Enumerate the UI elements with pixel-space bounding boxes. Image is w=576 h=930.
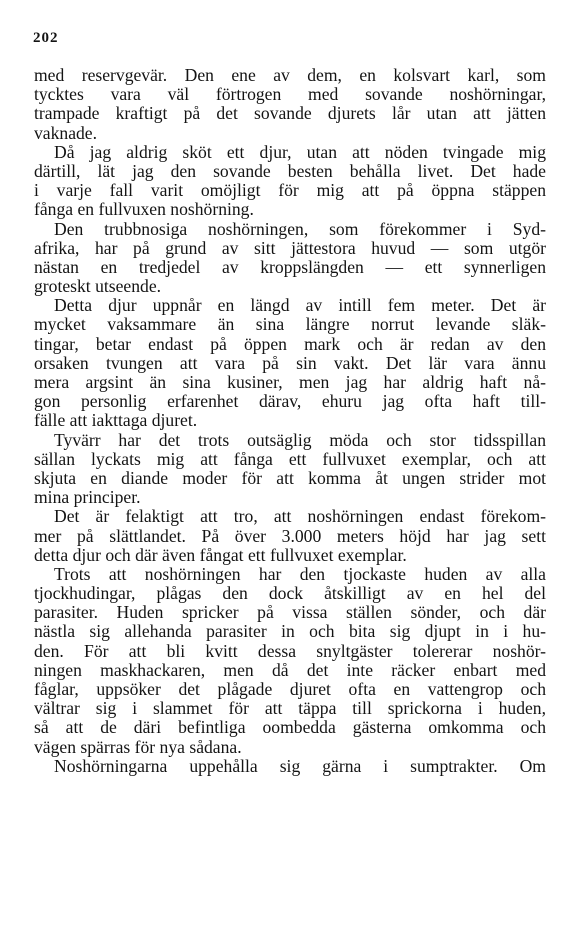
text-line: den. För att bli kvitt dessa snyltgäster tolererar noshör- (34, 641, 546, 661)
text-line: groteskt utseende. (34, 277, 162, 297)
page-number: 202 (33, 30, 59, 46)
text-line: detta djur och där även fångat ett fullvuxet exemplar. (34, 545, 407, 565)
text-line: mina principer. (34, 488, 141, 508)
text-line: mera argsint än sina kusiner, men jag har aldrig haft nå- (34, 373, 546, 392)
text-line: vaknade. (34, 123, 98, 143)
text-line: tingar, betar endast på öppen mark och är redan av den (34, 334, 546, 354)
text-line: parasiter. Huden spricker på vissa ställen sönder, och där (34, 603, 546, 623)
text-line: fälle att iakttaga djuret. (34, 411, 198, 431)
text-line: fåglar, uppsöker det plågade djuret ofta en vattengrop och (34, 680, 546, 699)
text-line: afrika, har på grund av sitt jättestora huvud — som utgör (34, 238, 546, 258)
text-line: ningen maskhackaren, men då det inte räcker enbart med (34, 660, 546, 680)
text-line: Detta djur uppnår en längd av intill fem meter. Det är (54, 296, 546, 316)
text-line: Trots att noshörningen har den tjockaste huden av alla (54, 564, 546, 584)
text-line: gon personlig erfarenhet därav, ehuru jag ofta haft till- (34, 392, 546, 412)
text-line: Då jag aldrig sköt ett djur, utan att nöden tvingade mig (54, 142, 546, 162)
text-line: vältrar sig i slammet för att täppa till sprickorna i huden, (34, 699, 546, 719)
text-line: orsaken tvungen att vara på sin vakt. Det lär vara ännu (34, 353, 546, 373)
text-line: trampade kraftigt på det sovande djurets lår utan att jätten (34, 104, 546, 124)
text-line: fånga en fullvuxen noshörning. (34, 200, 254, 220)
text-line: nästan en tredjedel av kroppslängden — ett synnerligen (34, 257, 546, 277)
text-line: skjuta en diande moder för att komma åt ungen strider mot (34, 468, 546, 488)
text-line: Tyvärr har det trots outsäglig möda och stor tidsspillan (54, 430, 546, 450)
text-line: med reservgevär. Den ene av dem, en kolsvart karl, som (34, 66, 546, 85)
text-line: nästla sig allehanda parasiter in och bita sig djupt in i hu- (34, 622, 546, 642)
text-line: mer på slättlandet. På över 3.000 meters höjd har jag sett (34, 526, 546, 546)
text-line: vägen spärras för nya sådana. (34, 737, 242, 757)
text-line: sällan lyckats mig att fånga ett fullvuxet exemplar, och att (34, 449, 546, 469)
text-line: Noshörningarna uppehålla sig gärna i sumptrakter. Om (54, 756, 546, 776)
body-text (34, 66, 546, 776)
text-line: tjockhudingar, plågas den dock åtskilligt av en hel del (34, 584, 546, 604)
text-line: i varje fall varit omöjligt för mig att på öppna stäppen (34, 181, 546, 201)
text-line: Det är felaktigt att tro, att noshörningen endast förekom- (54, 507, 546, 527)
text-line: mycket vaksammare än sina längre norrut levande släk- (34, 315, 546, 335)
text-line: Den trubbnosiga noshörningen, som förekommer i Syd- (54, 219, 546, 239)
text-line: så att de däri befintliga oombedda gästerna omkomma och (34, 718, 546, 738)
text-line: tycktes vara väl förtrogen med sovande noshörningar, (34, 85, 546, 105)
text-line: därtill, lät jag den sovande besten behålla livet. Det hade (34, 161, 546, 181)
